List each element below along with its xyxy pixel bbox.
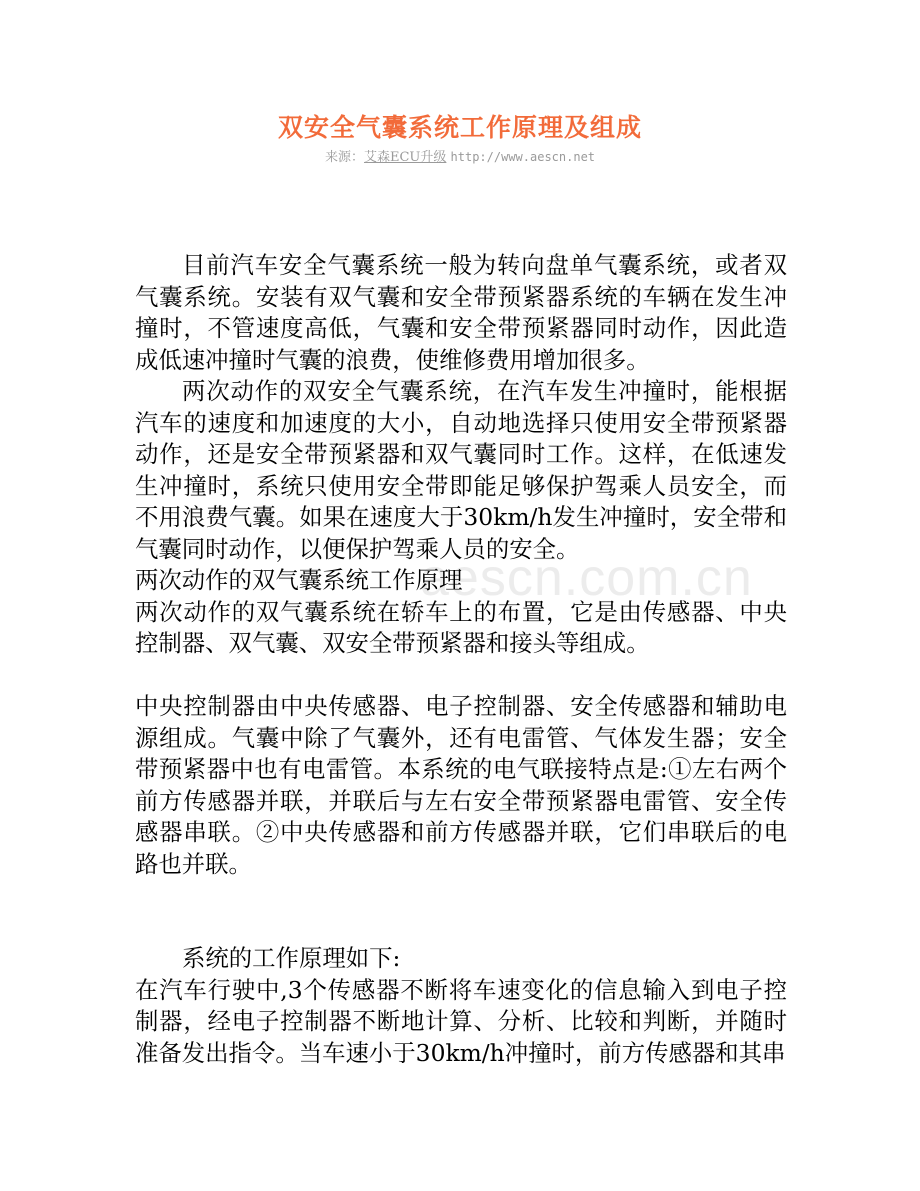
paragraph-spacer xyxy=(135,660,787,692)
paragraph-central-controller: 中央控制器由中央传感器、电子控制器、安全传感器和辅助电源组成。气囊中除了气囊外，还有电雷管、气体发生器；安全带预紧器中也有电雷管。本系统的电气联接特点是:①左右两个前方传感器并联，并联后与左右安全带预紧器电雷管、安全传感器串联。②中央传感器和前方传感器并联，它们串联后的电路也并联。 xyxy=(135,692,787,878)
paragraph-layout: 两次动作的双气囊系统在轿车上的布置，它是由传感器、中央控制器、双气囊、双安全带预紧器和接头等组成。 xyxy=(135,597,787,657)
source-url[interactable]: http://www.aescn.net xyxy=(450,150,596,164)
section-heading-principle: 两次动作的双气囊系统工作原理 xyxy=(135,566,463,594)
source-line xyxy=(0,146,920,165)
article-body xyxy=(135,250,787,1069)
paragraph-intro: 目前汽车安全气囊系统一般为转向盘单气囊系统，或者双气囊系统。安装有双气囊和安全带预紧器系统的车辆在发生冲撞时，不管速度高低，气囊和安全带预紧器同时动作，因此造成低速冲撞时气囊的浪费，使维修费用增加很多。 xyxy=(135,251,787,374)
source-label: 来源： xyxy=(324,150,364,165)
paragraph-working-principle: 在汽车行驶中,3个传感器不断将车速变化的信息输入到电子控制器，经电子控制器不断地计算、分析、比较和判断，并随时准备发出指令。当车速小于30km/h冲撞时，前方传感器和其串 xyxy=(135,975,787,1067)
section-heading-working: 系统的工作原理如下: xyxy=(182,944,401,972)
paragraph-two-stage-system: 两次动作的双安全气囊系统，在汽车发生冲撞时，能根据汽车的速度和加速度的大小，自动地选择只使用安全带预紧器动作，还是安全带预紧器和双气囊同时工作。这样，在低速发生冲撞时，系统只使用安全带即能足够保护驾乘人员安全，而不用浪费气囊。如果在速度大于30km/h发生冲撞时，安全带和气囊同时动作，以便保护驾乘人员的安全。 xyxy=(135,377,787,563)
source-link[interactable]: 艾森ECU升级 xyxy=(363,150,447,165)
paragraph-spacer xyxy=(135,880,787,943)
page-title: 双安全气囊系统工作原理及组成 xyxy=(277,113,642,142)
watermark: aescn.com.cn xyxy=(420,549,753,607)
